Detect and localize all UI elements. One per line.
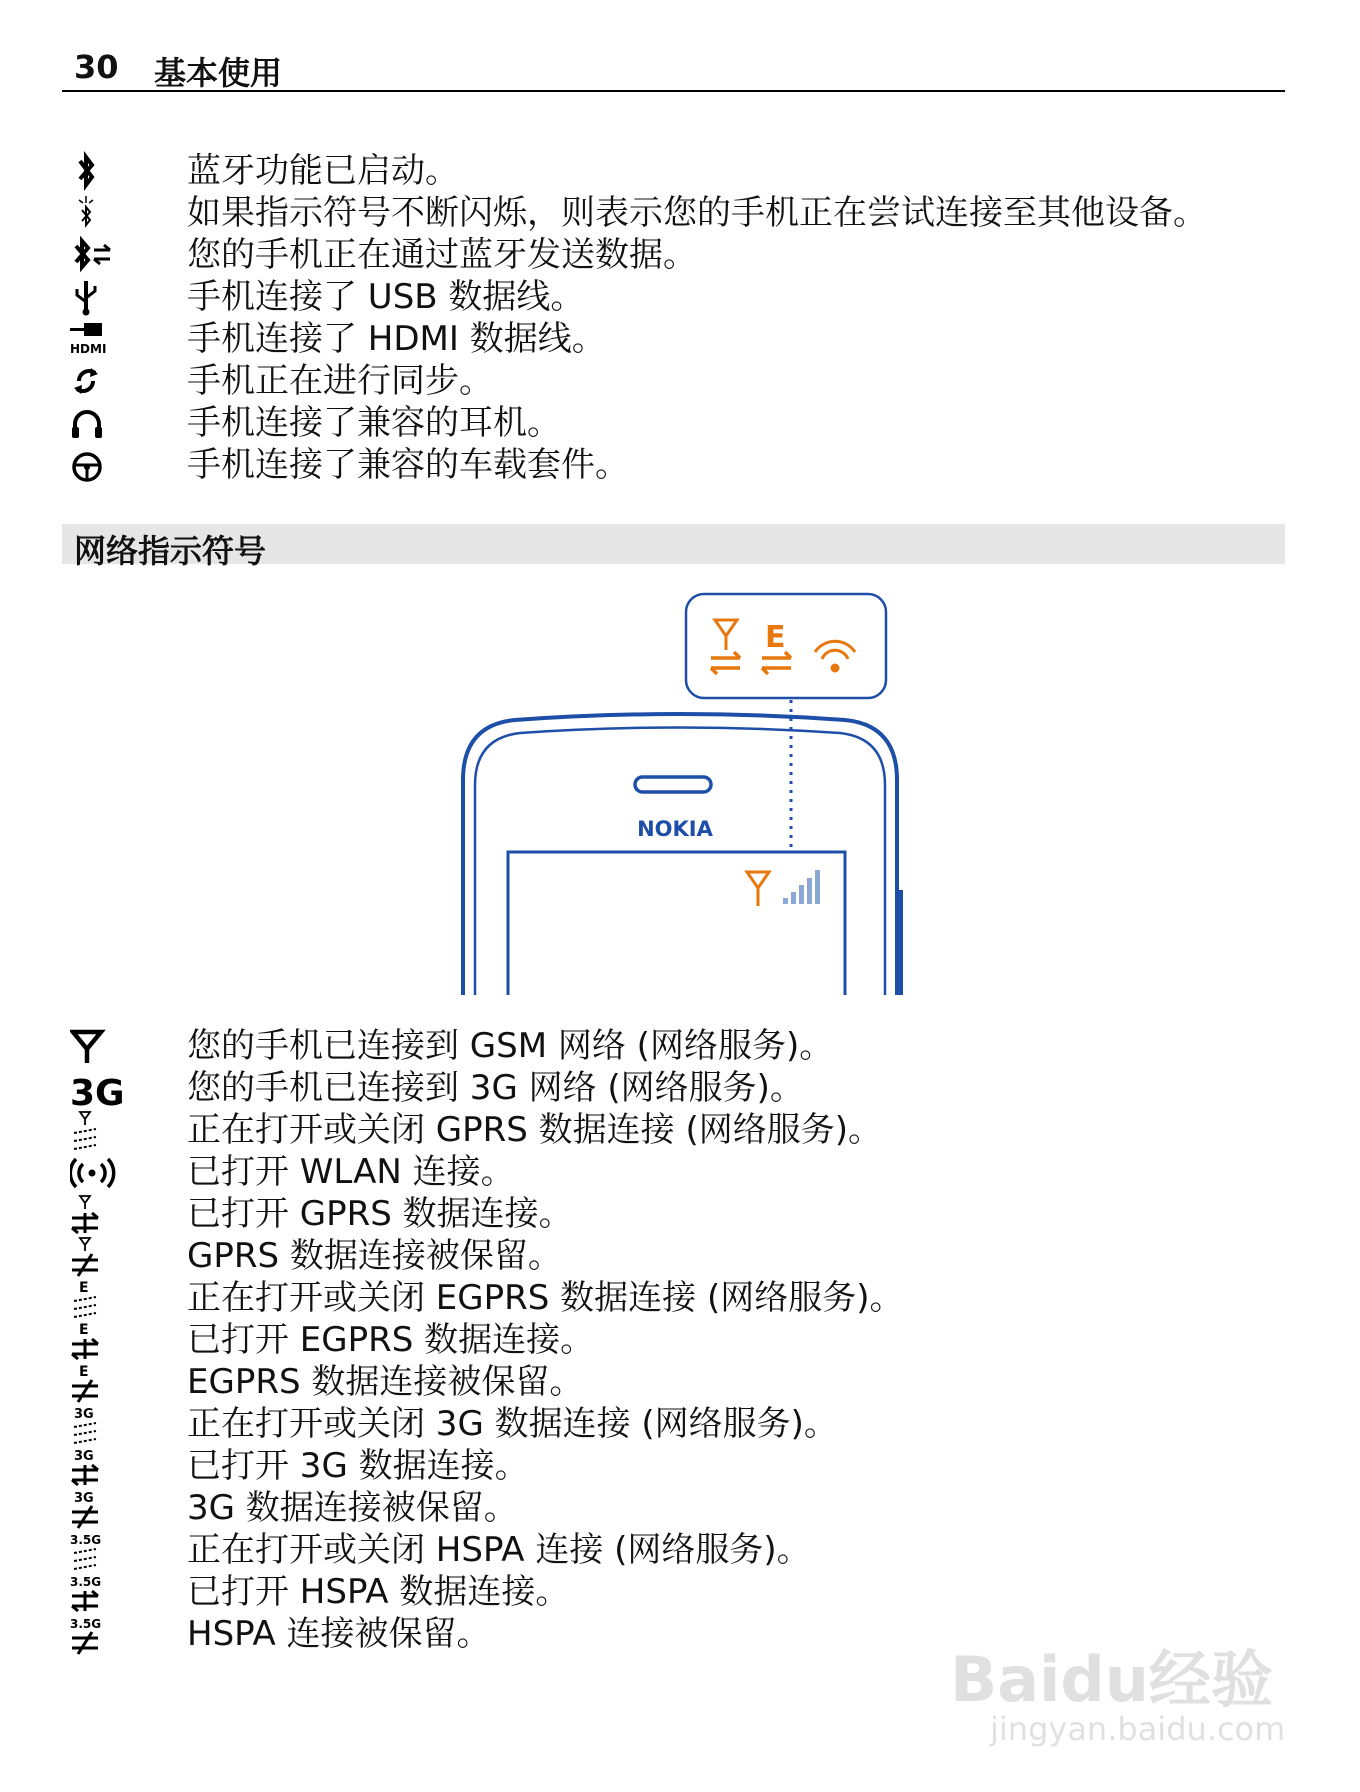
phone-screen	[508, 852, 845, 995]
phone-outline	[463, 714, 897, 995]
bluetooth-transfer-icon	[70, 234, 130, 276]
section-title: 网络指示符号	[74, 532, 267, 570]
watermark-url: jingyan.baidu.com	[990, 1710, 1286, 1748]
hspa-toggling-icon	[70, 1529, 130, 1571]
3g-open-icon	[70, 1445, 130, 1487]
svg-text:E: E	[79, 1280, 89, 1296]
hspa-held-icon	[70, 1613, 130, 1655]
page-header	[62, 44, 1285, 92]
egprs-toggling-icon	[70, 1277, 130, 1319]
page-number: 30	[74, 48, 119, 86]
sync-icon	[70, 360, 130, 402]
car-kit-icon	[70, 444, 130, 486]
earpiece	[635, 777, 711, 792]
svg-text:3G: 3G	[74, 1407, 94, 1422]
egprs-open-icon	[70, 1319, 130, 1361]
signal-bars-icon	[783, 870, 820, 904]
svg-text:3.5G: 3.5G	[70, 1533, 102, 1547]
svg-text:3G: 3G	[74, 1491, 94, 1506]
3g-icon	[70, 1067, 130, 1109]
svg-text:3G: 3G	[70, 1073, 125, 1109]
headset-icon	[70, 402, 130, 444]
bluetooth-blinking-icon	[70, 192, 130, 234]
hdmi-icon	[70, 318, 130, 360]
wlan-icon	[70, 1151, 130, 1193]
svg-text:E: E	[79, 1322, 89, 1338]
svg-text:E: E	[765, 620, 786, 655]
svg-text:3.5G: 3.5G	[70, 1575, 102, 1589]
screen-antenna-icon	[747, 872, 769, 906]
usb-icon	[70, 276, 130, 318]
3g-toggling-icon	[70, 1403, 130, 1445]
section-header	[62, 524, 1285, 570]
svg-text:E: E	[79, 1364, 89, 1380]
gsm-antenna-icon	[70, 1025, 130, 1067]
egprs-held-icon	[70, 1361, 130, 1403]
callout-box	[686, 594, 886, 698]
svg-text:HDMI: HDMI	[70, 342, 107, 356]
svg-text:3.5G: 3.5G	[70, 1617, 102, 1631]
phone-brand: NOKIA	[637, 817, 713, 841]
gprs-toggling-icon	[70, 1109, 130, 1151]
watermark	[950, 1590, 1286, 1760]
hspa-open-icon	[70, 1571, 130, 1613]
3g-held-icon	[70, 1487, 130, 1529]
gprs-open-icon	[70, 1193, 130, 1235]
watermark-logo: Baidu经验	[950, 1643, 1273, 1716]
bluetooth-icon	[70, 150, 130, 192]
svg-text:3G: 3G	[74, 1449, 94, 1464]
page-title: 基本使用	[154, 54, 283, 92]
phone-illustration	[455, 590, 905, 995]
gprs-held-icon	[70, 1235, 130, 1277]
